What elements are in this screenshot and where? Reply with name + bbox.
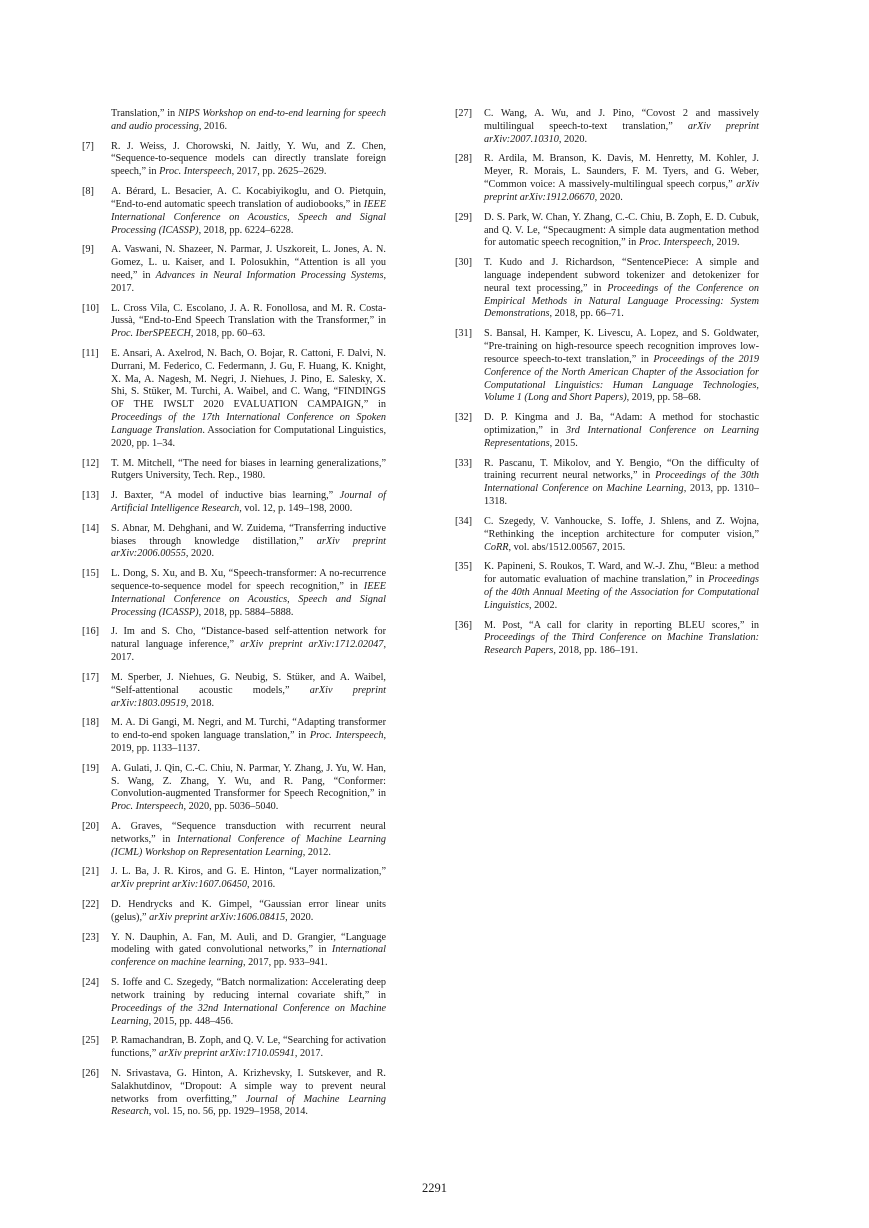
reference-segment: J. Baxter, “A model of inductive bias learning,” — [111, 490, 340, 502]
reference-venue: arXiv preprint arXiv:1607.06450 — [111, 879, 247, 891]
reference-entry — [455, 108, 759, 147]
reference-segment: , 2020. — [185, 548, 215, 560]
reference-segment: , 2016. — [198, 120, 228, 132]
reference-segment: L. Cross Vila, C. Escolano, J. A. R. Fonollosa, and M. R. Costa-Jussà, “End-to-End Speech Translation with the Transformer,” in — [111, 302, 386, 327]
reference-number: [17] — [82, 671, 100, 683]
reference-number: [35] — [455, 561, 473, 573]
reference-number: [21] — [82, 866, 100, 878]
reference-entry — [455, 620, 759, 659]
reference-number: [12] — [82, 457, 100, 469]
reference-text — [111, 717, 386, 754]
reference-text — [111, 763, 386, 813]
reference-number: [31] — [455, 328, 473, 340]
reference-text — [111, 490, 386, 514]
reference-number: [34] — [455, 515, 473, 527]
reference-venue: arXiv preprint arXiv:1912.06670 — [484, 179, 759, 203]
reference-segment: D. P. Kingma and J. Ba, “Adam: A method for stochastic optimization,” in — [484, 412, 759, 437]
reference-segment: L. Dong, S. Xu, and B. Xu, “Speech-transformer: A no-recurrence sequence-to-sequence model for speech recognition,” in — [111, 568, 386, 593]
reference-text — [111, 866, 386, 890]
reference-segment: , vol. abs/1512.00567, 2015. — [508, 541, 626, 553]
reference-segment: R. Ardila, M. Branson, K. Davis, M. Henretty, M. Kohler, J. Meyer, R. Morais, L. Saunders, F. M. Tyers, and G. Weber, “Common voice: A massively-multilingual speech corpus,” — [484, 153, 759, 191]
reference-number: [9] — [82, 244, 94, 256]
reference-text — [484, 257, 759, 319]
reference-text — [484, 516, 759, 553]
reference-entry — [82, 1068, 386, 1119]
reference-segment: , 2018, pp. 5884–5888. — [198, 606, 294, 618]
reference-segment: , 2020, pp. 5036–5040. — [183, 801, 279, 813]
reference-text — [484, 620, 759, 657]
reference-text — [484, 212, 759, 249]
reference-venue: arXiv preprint arXiv:1710.05941 — [158, 1048, 295, 1060]
reference-venue: arXiv preprint arXiv:1606.08415 — [149, 911, 286, 923]
reference-entry — [82, 348, 386, 451]
references-column-left — [82, 108, 386, 1126]
reference-segment: , 2018, pp. 186–191. — [553, 645, 638, 657]
reference-text — [111, 1068, 386, 1118]
reference-segment: T. M. Mitchell, “The need for biases in learning generalizations,” Rutgers University, Tech. Rep., 1980. — [111, 457, 386, 482]
reference-text — [484, 328, 759, 403]
reference-segment: Y. N. Dauphin, A. Fan, M. Auli, and D. Grangier, “Language modeling with gated convolutional networks,” in — [111, 931, 386, 956]
reference-venue: Proceedings of the Conference on Empirical Methods in Natural Language Processing: System Demonstrations — [484, 282, 759, 320]
reference-number: [28] — [455, 153, 473, 165]
reference-text — [111, 899, 386, 923]
reference-venue: arXiv preprint arXiv:2006.00555 — [111, 535, 386, 560]
reference-segment: R. J. Weiss, J. Chorowski, N. Jaitly, Y. Wu, and Z. Chen, “Sequence-to-sequence models can directly translate foreign speech,” in — [111, 140, 386, 178]
reference-entry — [82, 523, 386, 562]
reference-venue: Proc. IberSPEECH — [111, 328, 191, 340]
reference-segment: , 2020. — [558, 133, 588, 145]
reference-number: [26] — [82, 1067, 100, 1079]
reference-entry — [82, 186, 386, 237]
reference-text — [111, 1035, 386, 1059]
reference-number: [13] — [82, 490, 100, 502]
reference-entry — [82, 458, 386, 484]
reference-segment: , 2017. — [111, 269, 387, 294]
reference-number: [16] — [82, 626, 100, 638]
reference-entry — [455, 561, 759, 612]
reference-venue: IEEE International Conference on Acoustics, Speech and Signal Processing (ICASSP) — [111, 581, 386, 618]
reference-segment: , 2017. — [111, 639, 386, 664]
reference-venue: Proc. Interspeech — [309, 730, 384, 742]
reference-segment: , 2018. — [185, 697, 215, 709]
reference-venue: Proceedings of the 40th Annual Meeting of the Association for Computational Linguistics — [484, 574, 759, 611]
reference-number: [33] — [455, 457, 473, 469]
reference-text — [111, 821, 386, 858]
reference-segment: T. Kudo and J. Richardson, “SentencePiece: A simple and language independent subword tokenizer and detokenizer for neural text processing,” in — [484, 257, 759, 294]
reference-venue: International conference on machine learning — [111, 944, 386, 969]
reference-venue: Proceedings of the 32nd International Conference on Machine Learning — [111, 1002, 386, 1027]
reference-entry — [455, 516, 759, 555]
reference-text — [111, 626, 386, 663]
reference-venue: Proceedings of the 17th International Conference on Spoken Language Translation — [111, 412, 386, 437]
reference-segment: , 2016. — [247, 879, 276, 891]
reference-text — [484, 458, 759, 508]
reference-venue: IEEE International Conference on Acoustics, Speech and Signal Processing (ICASSP) — [111, 198, 386, 236]
reference-segment: , 2019, pp. 1133–1137. — [111, 730, 387, 754]
reference-text — [111, 244, 386, 294]
reference-entry — [82, 568, 386, 619]
reference-number: [32] — [455, 412, 473, 424]
reference-segment: , 2018, pp. 60–63. — [190, 328, 266, 340]
reference-segment: M. Post, “A call for clarity in reporting BLEU scores,” in — [484, 619, 759, 631]
reference-entry — [82, 490, 386, 516]
reference-number: [19] — [82, 762, 100, 774]
reference-segment: , vol. 12, p. 149–198, 2000. — [239, 503, 353, 515]
reference-number: [36] — [455, 619, 473, 631]
reference-entry — [82, 932, 386, 971]
reference-entry — [455, 212, 759, 251]
reference-number: [27] — [455, 108, 473, 119]
reference-number: [23] — [82, 931, 100, 943]
reference-number: [20] — [82, 820, 100, 832]
reference-segment: , 2020. — [594, 191, 623, 203]
reference-venue: Proc. Interspeech — [159, 166, 232, 178]
reference-segment: A. Bérard, L. Besacier, A. C. Kocabiyikoglu, and O. Pietquin, “End-to-end automatic speech translation of audiobooks,” in — [111, 186, 386, 210]
reference-segment: , vol. 15, no. 56, pp. 1929–1958, 2014. — [148, 1106, 308, 1118]
reference-entry — [455, 458, 759, 509]
reference-number: [22] — [82, 898, 100, 910]
reference-number: [7] — [82, 140, 94, 152]
reference-segment: M. Sperber, J. Niehues, G. Neubig, S. Stüker, and A. Waibel, “Self-attentional acoustic models,” — [111, 671, 386, 696]
reference-text — [484, 412, 759, 449]
reference-text — [484, 108, 759, 145]
reference-venue: arXiv preprint arXiv:2007.10310 — [484, 120, 759, 145]
reference-text — [484, 153, 759, 203]
reference-venue: CoRR — [484, 541, 509, 553]
reference-entry — [82, 141, 386, 180]
reference-entry — [82, 108, 386, 134]
reference-text — [111, 977, 386, 1027]
reference-segment: . Association for Computational Linguistics, 2020, pp. 1–34. — [111, 425, 387, 449]
reference-text — [111, 141, 386, 178]
reference-entry — [82, 977, 386, 1028]
reference-venue: Proc. Interspeech — [638, 237, 712, 249]
reference-segment: , 2015, pp. 448–456. — [148, 1015, 234, 1027]
reference-segment: M. A. Di Gangi, M. Negri, and M. Turchi, “Adapting transformer to end-to-end spoken language translation,” in — [111, 717, 386, 742]
reference-text — [111, 458, 386, 482]
reference-venue: Journal of Artificial Intelligence Research — [111, 490, 386, 515]
reference-segment: J. Im and S. Cho, “Distance-based self-attention network for natural language inference,” — [111, 626, 386, 651]
reference-entry — [82, 672, 386, 711]
reference-segment: N. Srivastava, G. Hinton, A. Krizhevsky, I. Sutskever, and R. Salakhutdinov, “Dropout: A simple way to prevent neural networks from overfitting,” — [111, 1067, 386, 1105]
reference-text — [111, 348, 386, 449]
reference-segment: P. Ramachandran, B. Zoph, and Q. V. Le, “Searching for activation functions,” — [111, 1035, 386, 1060]
reference-entry — [82, 821, 386, 860]
reference-segment: , 2019, pp. 58–68. — [626, 392, 701, 404]
reference-segment: S. Bansal, H. Kamper, K. Livescu, A. Lopez, and S. Goldwater, “Pre-training on high-resource speech recognition improves low-resource speech-to-text translation,” in — [484, 328, 759, 365]
reference-entry — [82, 866, 386, 892]
reference-entry — [82, 899, 386, 925]
reference-entry — [82, 626, 386, 665]
reference-venue: International Conference of Machine Learning (ICML) Workshop on Representation Learning — [111, 833, 386, 858]
reference-number: [8] — [82, 186, 94, 197]
reference-segment: S. Ioffe and C. Szegedy, “Batch normalization: Accelerating deep network training by reducing internal covariate shift,” in — [111, 976, 386, 1001]
reference-venue: 3rd International Conference on Learning Representations — [484, 425, 759, 449]
reference-segment: , 2017, pp. 933–941. — [242, 957, 328, 969]
reference-venue: Proc. Interspeech — [111, 801, 184, 813]
references-column-right — [455, 108, 759, 665]
reference-entry — [455, 328, 759, 405]
reference-segment: , 2002. — [529, 599, 558, 611]
reference-number: [18] — [82, 717, 100, 729]
reference-number: [15] — [82, 568, 100, 580]
reference-number: [10] — [82, 302, 100, 314]
reference-number: [11] — [82, 347, 99, 359]
reference-segment: , 2018, pp. 66–71. — [549, 308, 624, 320]
reference-text — [111, 568, 386, 618]
reference-segment: , 2018, pp. 6224–6228. — [198, 224, 294, 236]
reference-entry — [455, 412, 759, 451]
reference-entry — [82, 1035, 386, 1061]
reference-text — [484, 561, 759, 611]
reference-number: [30] — [455, 257, 473, 269]
reference-segment: K. Papineni, S. Roukos, T. Ward, and W.-J. Zhu, “Bleu: a method for automatic evaluation of machine translation,” in — [484, 561, 759, 586]
reference-segment: C. Szegedy, V. Vanhoucke, S. Ioffe, J. Shlens, and Z. Wojna, “Rethinking the inception architecture for computer vision,” — [484, 515, 759, 540]
reference-number: [24] — [82, 976, 100, 988]
reference-segment: , 2015. — [549, 437, 578, 449]
reference-segment: D. Hendrycks and K. Gimpel, “Gaussian error linear units (gelus),” — [111, 898, 386, 923]
reference-segment: D. S. Park, W. Chan, Y. Zhang, C.-C. Chiu, B. Zoph, E. D. Cubuk, and Q. V. Le, “Specaugment: A simple data augmentation method for automatic speech recognition,” in — [484, 211, 759, 249]
reference-venue: arXiv preprint arXiv:1712.02047 — [240, 639, 384, 651]
reference-text — [111, 303, 386, 340]
reference-number: [25] — [82, 1035, 100, 1047]
reference-segment: , 2017. — [294, 1048, 324, 1060]
reference-segment: , 2020. — [285, 911, 314, 923]
reference-segment: A. Vaswani, N. Shazeer, N. Parmar, J. Uszkoreit, L. Jones, A. N. Gomez, L. u. Kaiser, and I. Polosukhin, “Attention is all you need,” in — [111, 244, 386, 281]
reference-segment: E. Ansari, A. Axelrod, N. Bach, O. Bojar, R. Cattoni, F. Dalvi, N. Durrani, M. Federico, C. Federmann, J. Gu, F. Huang, K. Knight, X. Ma, A. Nagesh, M. Negri, J. Niehues, J. Pino, E. Salesky, X. Shi, S. Stüker, M. Turchi, A. Waibel, and C. Wang, “FINDINGS OF THE IWSLT 2020 EVALUATION CAMPAIGN,” in — [111, 347, 386, 411]
reference-text — [111, 523, 386, 560]
reference-segment: , 2019. — [711, 237, 740, 249]
reference-segment: , 2017, pp. 2625–2629. — [231, 166, 327, 178]
reference-entry — [82, 303, 386, 342]
reference-segment: S. Abnar, M. Dehghani, and W. Zuidema, “Transferring inductive biases through knowledge distillation,” — [111, 522, 386, 547]
reference-entry — [82, 763, 386, 814]
reference-entry — [82, 717, 386, 756]
reference-venue: NIPS Workshop on end-to-end learning for speech and audio processing — [111, 108, 386, 132]
reference-text — [111, 108, 386, 132]
reference-venue: Proceedings of the Third Conference on Machine Translation: Research Papers — [484, 632, 759, 657]
reference-venue: Proceedings of the 30th International Conference on Machine Learning — [484, 470, 760, 495]
reference-segment: Translation,” in — [111, 108, 178, 119]
reference-text — [111, 932, 386, 969]
reference-segment: , 2013, pp. 1310–1318. — [484, 483, 760, 508]
reference-venue: Journal of Machine Learning Research — [111, 1093, 386, 1118]
reference-entry — [82, 244, 386, 295]
reference-text — [111, 672, 386, 709]
page-number: 2291 — [422, 1181, 447, 1195]
reference-segment: , 2012. — [302, 846, 331, 858]
reference-segment: A. Gulati, J. Qin, C.-C. Chiu, N. Parmar, Y. Zhang, J. Yu, W. Han, S. Wang, Z. Zhang, Y. Wu, and R. Pang, “Conformer: Convolution-augmented Transformer for Speech Recognition,” in — [111, 762, 386, 800]
reference-segment: J. L. Ba, J. R. Kiros, and G. E. Hinton, “Layer normalization,” — [111, 866, 386, 878]
reference-venue: Proceedings of the 2019 Conference of the North American Chapter of the Association for Computational Linguistics: Human Language Technologies, Volume 1 (Long and Short Papers) — [484, 353, 759, 404]
reference-text — [111, 186, 386, 236]
reference-number: [29] — [455, 211, 473, 223]
reference-venue: arXiv preprint arXiv:1803.09519 — [111, 684, 386, 709]
reference-entry — [455, 257, 759, 321]
reference-segment: R. Pascanu, T. Mikolov, and Y. Bengio, “On the difficulty of training recurrent neural networks,” in — [484, 457, 759, 482]
reference-venue: Advances in Neural Information Processing Systems — [155, 269, 384, 281]
reference-number: [14] — [82, 522, 100, 534]
reference-segment: C. Wang, A. Wu, and J. Pino, “Covost 2 and massively multilingual speech-to-text translation,” — [484, 108, 759, 132]
reference-entry — [455, 153, 759, 204]
reference-segment: A. Graves, “Sequence transduction with recurrent neural networks,” in — [111, 820, 386, 845]
